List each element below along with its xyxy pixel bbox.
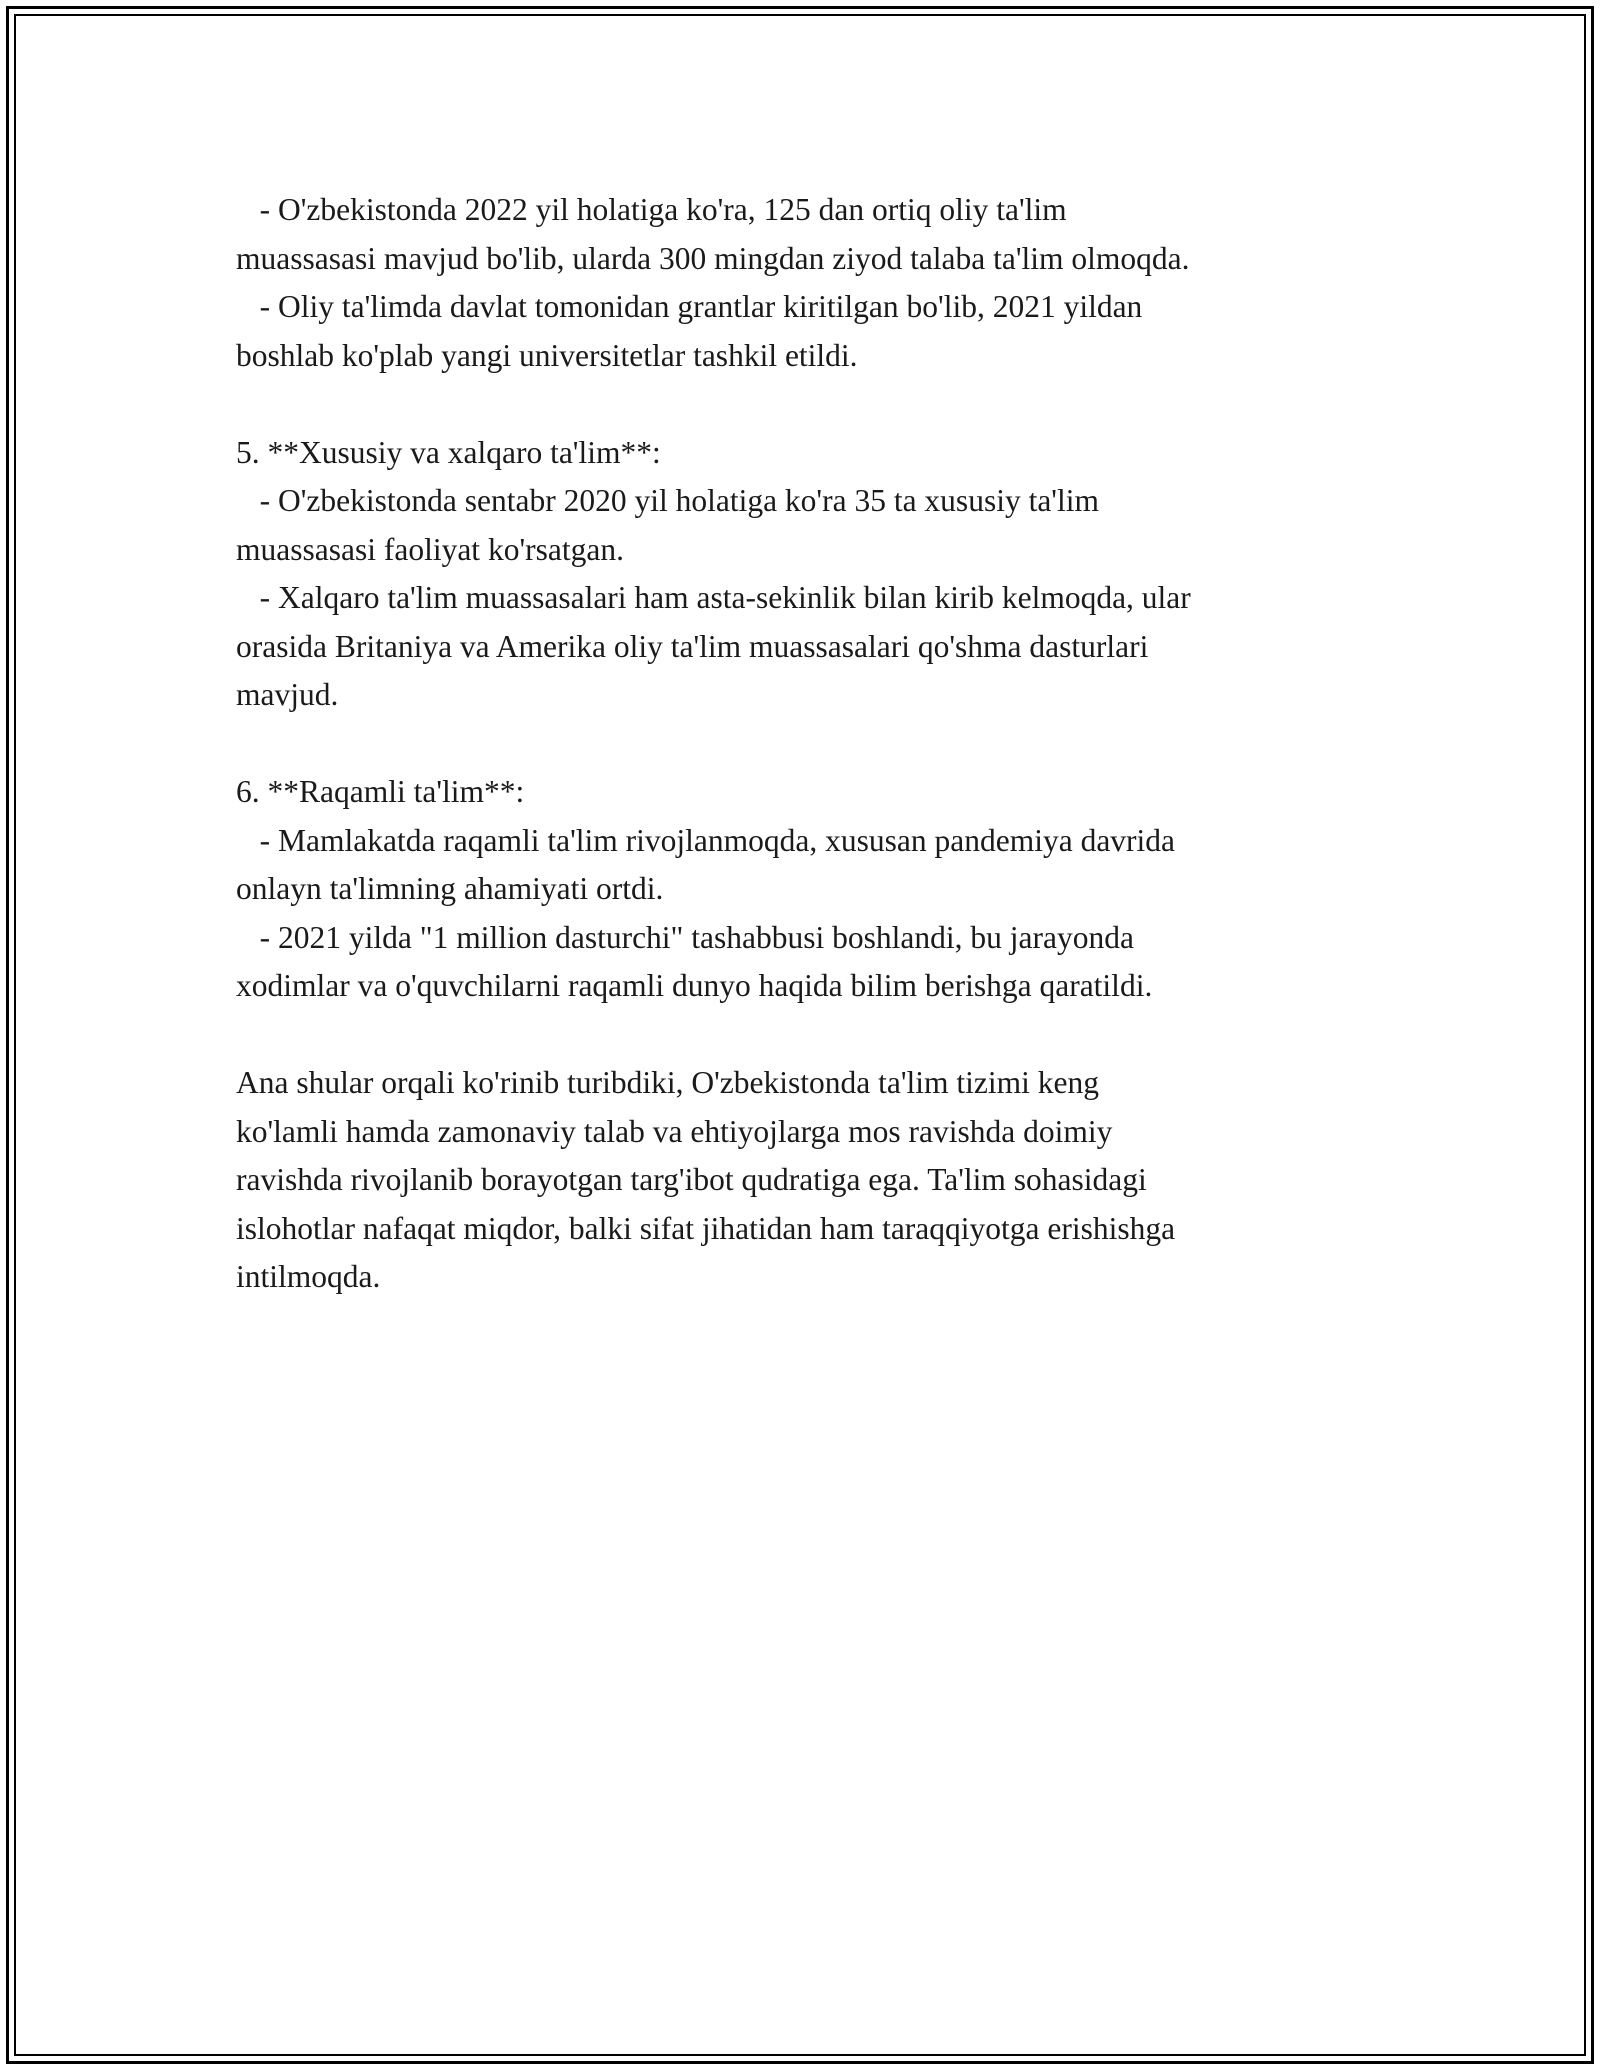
text-line: boshlab ko'plab yangi universitetlar tashkil etildi. [236, 337, 858, 373]
text-line: orasida Britaniya va Amerika oliy ta'lim muassasalari qo'shma dasturlari [236, 628, 1149, 664]
text-line: mavjud. [236, 677, 339, 712]
text-line: - O'zbekistonda sentabr 2020 yil holatiga ko'ra 35 ta xususiy ta'lim [236, 483, 1099, 518]
text-line: muassasasi mavjud bo'lib, ularda 300 mingdan ziyod talaba ta'lim olmoqda. [236, 240, 1190, 276]
section-heading: 5. **Xususiy va xalqaro ta'lim**: [236, 434, 661, 470]
conclusion-line: intilmoqda. [236, 1259, 381, 1294]
blank-line [236, 1011, 1356, 1060]
text-line: xodimlar va o'quvchilarni raqamli dunyo haqida bilim berishga qaratildi. [236, 968, 1153, 1003]
conclusion-line: ko'lamli hamda zamonaviy talab va ehtiyojlarga mos ravishda doimiy [236, 1113, 1113, 1149]
text-line: - 2021 yilda "1 million dasturchi" tashabbusi boshlandi, bu jarayonda [236, 919, 1134, 955]
text-line: - O'zbekistonda 2022 yil holatiga ko'ra, 125 dan ortiq oliy ta'lim [236, 192, 1067, 227]
conclusion-line: Ana shular orqali ko'rinib turibdiki, O'zbekistonda ta'lim tizimi keng [236, 1065, 1099, 1100]
text-line: onlayn ta'limning ahamiyati ortdi. [236, 871, 664, 906]
text-line: - Mamlakatda raqamli ta'lim rivojlanmoqda, xususan pandemiya davrida [236, 822, 1176, 858]
text-line: - Xalqaro ta'lim muassasalari ham asta-sekinlik bilan kirib kelmoqda, ular [236, 580, 1191, 615]
text-line: - Oliy ta'limda davlat tomonidan grantlar kiritilgan bo'lib, 2021 yildan [236, 289, 1143, 324]
conclusion-line: ravishda rivojlanib borayotgan targ'ibot qudratiga ega. Ta'lim sohasidagi [236, 1162, 1147, 1197]
document-body [236, 186, 1356, 1302]
conclusion-line: islohotlar nafaqat miqdor, balki sifat jihatidan ham taraqqiyotga erishishga [236, 1210, 1176, 1246]
text-line: muassasasi faoliyat ko'rsatgan. [236, 531, 624, 567]
blank-line [236, 380, 1356, 429]
section-heading: 6. **Raqamli ta'lim**: [236, 774, 525, 809]
blank-line [236, 720, 1356, 769]
